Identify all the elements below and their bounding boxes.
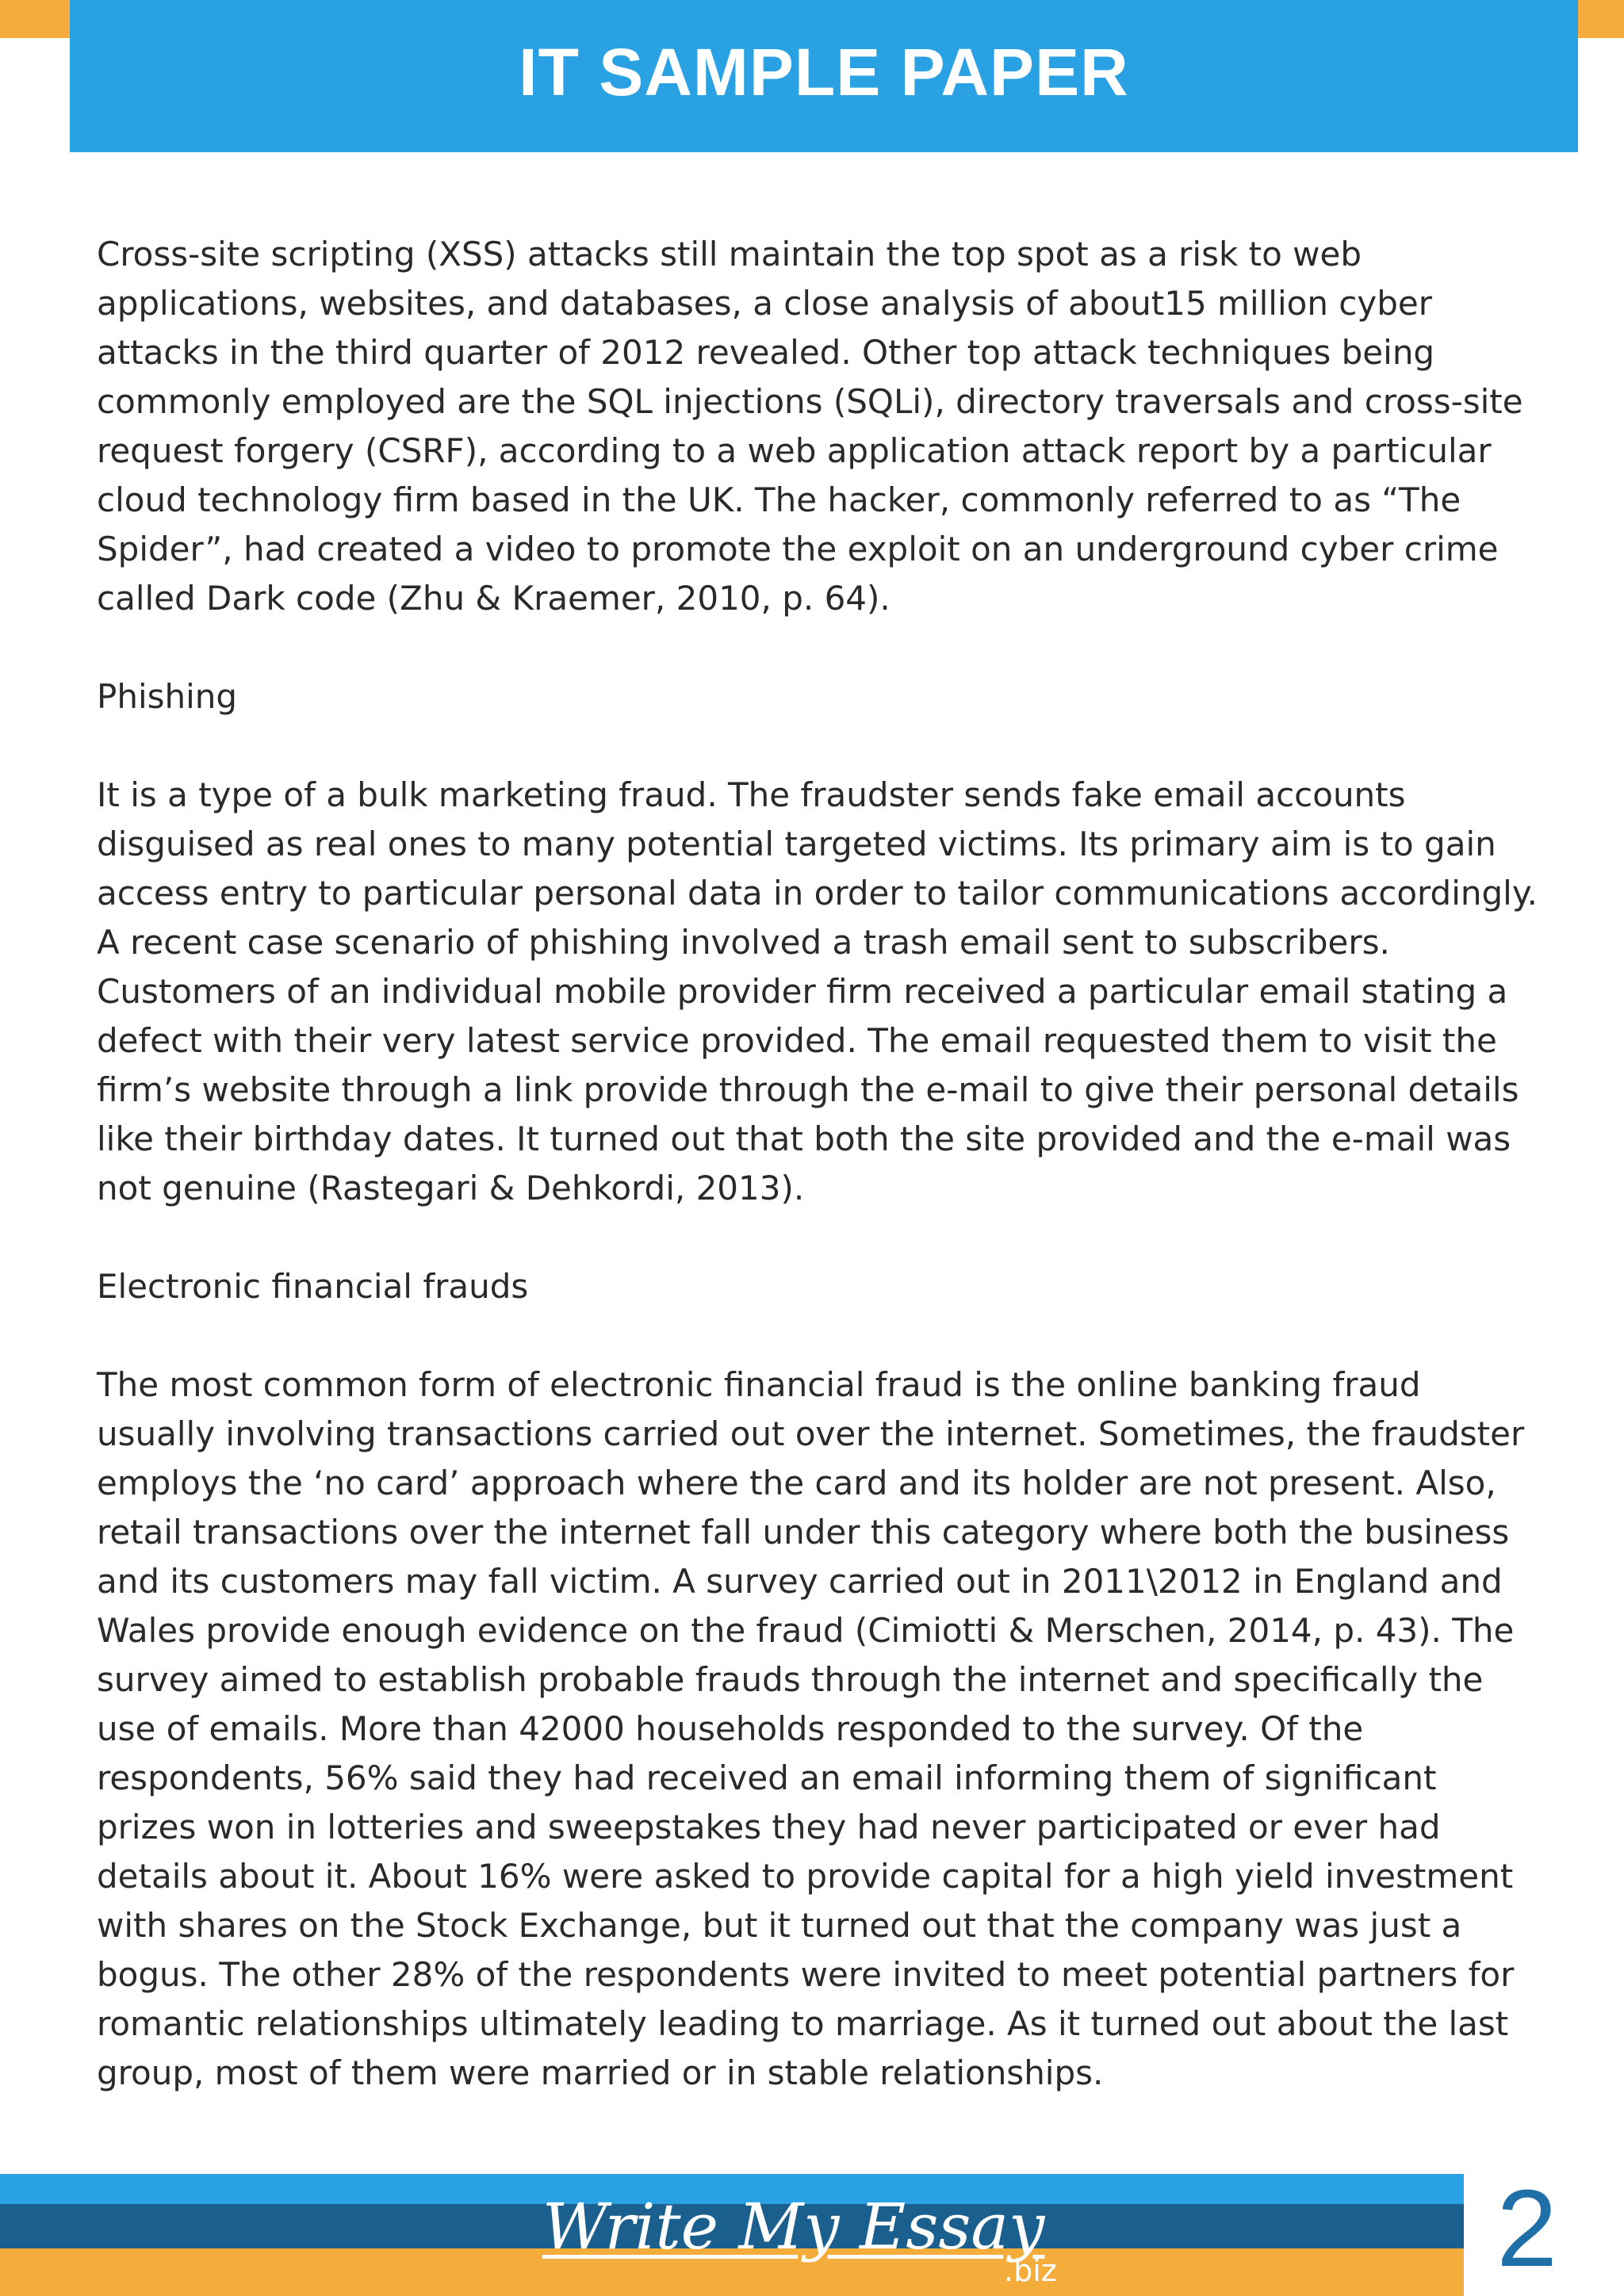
brand-logo [542, 2174, 1082, 2296]
footer [0, 2168, 1624, 2296]
header-corner-accent-left [0, 0, 70, 38]
header-band [70, 0, 1578, 152]
paragraph-phishing: It is a type of a bulk marketing fraud. The fraudster sends fake email accounts disguised as real ones to many potential targeted victims. Its primary aim is to gain access entry to particular personal data in order to tailor communications accordingly. A recent case scenario of phishing involved a trash email sent to subscribers. Customers of an individual mobile provider firm received a particular email stating a defect with their very latest service provided. The email requested them to visit the firm’s website through a link provide through the e-mail to give their personal details like their birthday dates. It turned out that both the site provided and the e-mail was not genuine (Rastegari & Dehkordi, 2013). [97, 775, 1538, 1207]
section-heading-phishing: Phishing [97, 677, 238, 716]
page-number: 2 [1496, 2168, 1557, 2290]
document-body [97, 230, 1540, 2147]
brand-logo-text: Write My Essay [542, 2190, 1045, 2263]
section-heading-financial-frauds: Electronic financial frauds [97, 1267, 529, 1306]
paragraph-xss: Cross-site scripting (XSS) attacks still maintain the top spot as a risk to web applications, websites, and databases, a close analysis of about15 million cyber attacks in the third quarter of 2012 revealed. Other top attack techniques being commonly employed are the SQL injections (SQLi), directory traversals and cross-site request forgery (CSRF), according to a web application attack report by a particular cloud technology firm based in the UK. The hacker, commonly referred to as “The Spider”, had created a video to promote the exploit on an underground cyber crime called Dark code (Zhu & Kraemer, 2010, p. 64). [97, 235, 1523, 618]
brand-logo-domain: .biz [1004, 2253, 1057, 2288]
page-title: IT SAMPLE PAPER [519, 34, 1129, 109]
paragraph-financial-frauds: The most common form of electronic financial fraud is the online banking fraud usually involving transactions carried out over the internet. Sometimes, the fraudster employs the ‘no card’ approach where the card and its holder are not present. Also, retail transactions over the internet fall under this category where both the business and its customers may fall victim. A survey carried out in 2011\2012 in England and Wales provide enough evidence on the fraud (Cimiotti & Merschen, 2014, p. 43). The survey aimed to establish probable frauds through the internet and specifically the use of emails. More than 42000 households responded to the survey. Of the respondents, 56% said they had received an email informing them of significant prizes won in lotteries and sweepstakes they had never participated or ever had details about it. About 16% were asked to provide capital for a high yield investment with shares on the Stock Exchange, but it turned out that the company was just a bogus. The other 28% of the respondents were invited to meet potential partners for romantic relationships ultimately leading to marriage. As it turned out about the last group, most of them were married or in stable relationships. [97, 1365, 1525, 2092]
